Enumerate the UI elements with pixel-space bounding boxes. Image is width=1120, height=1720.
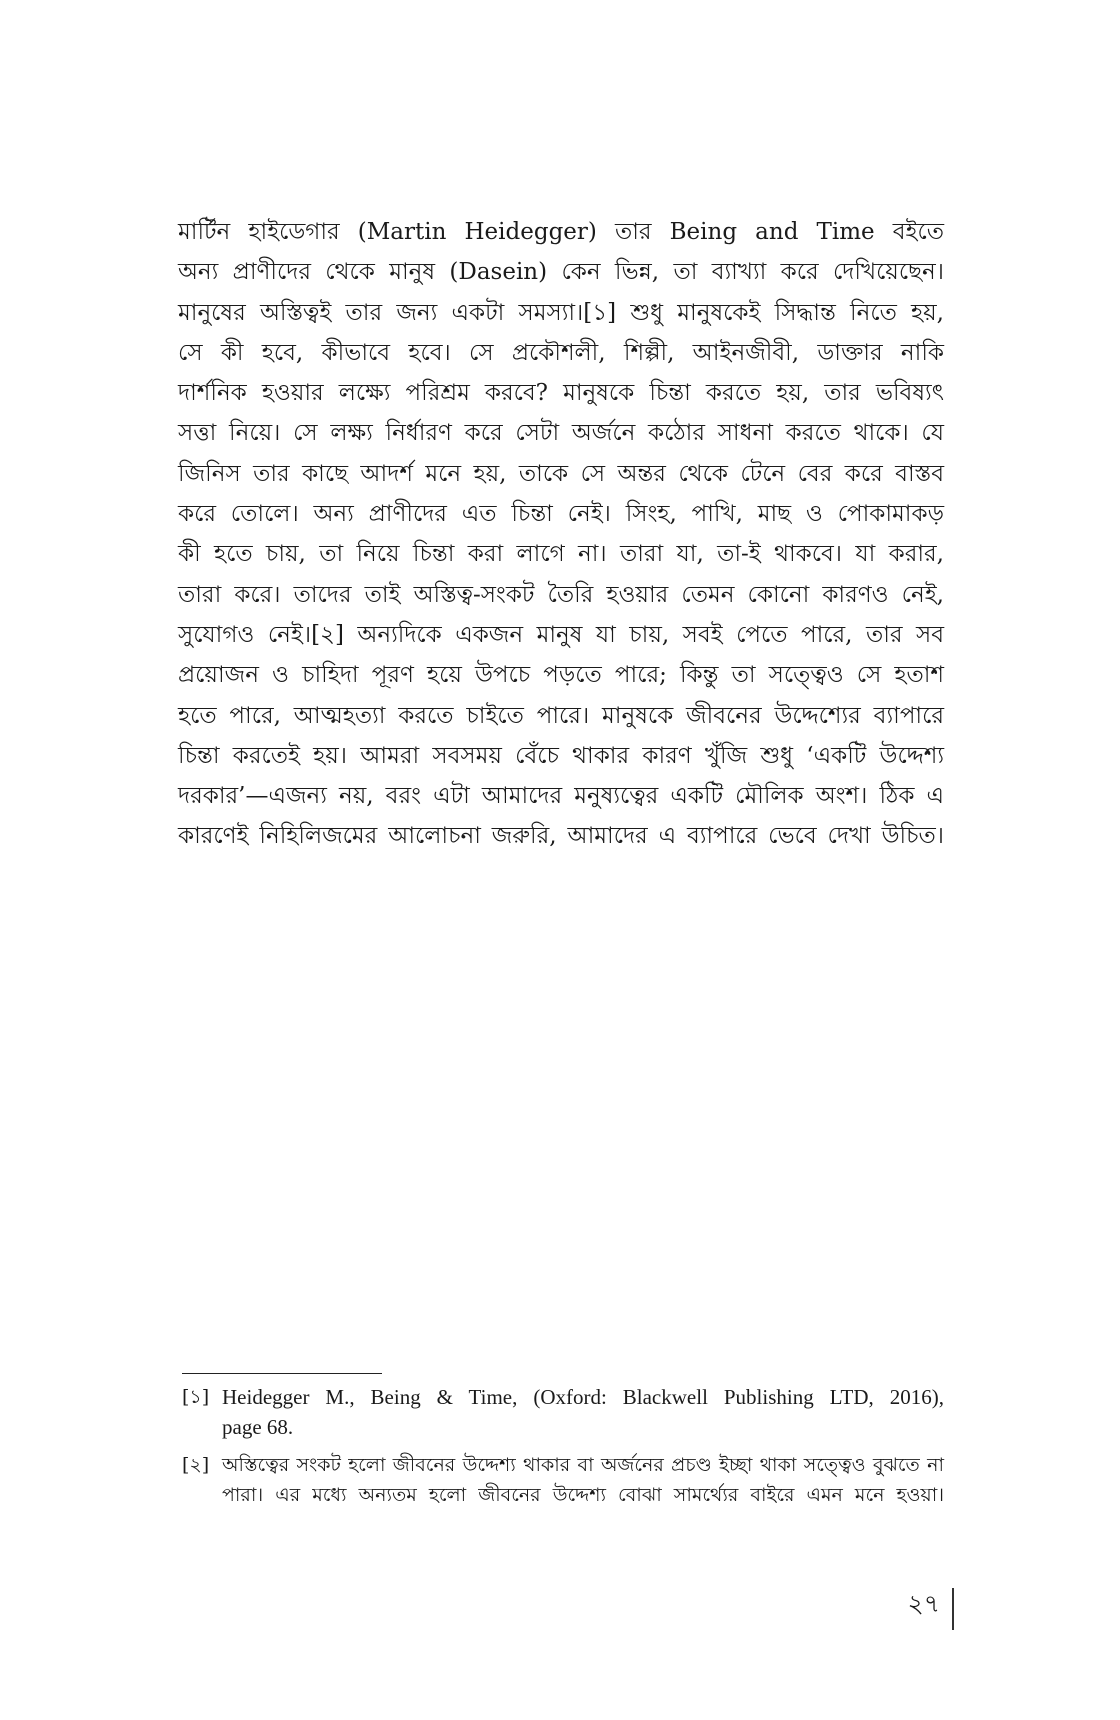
footnote-divider xyxy=(182,1373,382,1374)
paragraph-line: দরকার’—এজন্য নয়, বরং এটা আমাদের মনুষ্যত্বের একটি মৌলিক অংশ। ঠিক এ xyxy=(178,783,944,810)
paragraph-line: সে কী হবে, কীভাবে হবে। সে প্রকৌশলী, শিল্পী, আইনজীবী, ডাক্তার নাকি xyxy=(178,339,944,366)
footnote-line: পারা। এর মধ্যে অন্যতম হলো জীবনের উদ্দেশ্য বোঝা সামর্থ্যের বাইরে এমন মনে হওয়া। xyxy=(222,1484,944,1506)
paragraph-line: কী হতে চায়, তা নিয়ে চিন্তা করা লাগে না। তারা যা, তা-ই থাকবে। যা করার, xyxy=(178,541,944,568)
paragraph-line: চিন্তা করতেই হয়। আমরা সবসময় বেঁচে থাকার কারণ খুঁজি শুধু ‘একটি উদ্দেশ্য xyxy=(178,742,944,769)
main-paragraph xyxy=(178,212,944,857)
footnote-1 xyxy=(182,1382,944,1442)
paragraph-line: সুযোগও নেই।[২] অন্যদিকে একজন মানুষ যা চায়, সবই পেতে পারে, তার সব xyxy=(178,621,944,648)
footnotes xyxy=(182,1382,944,1518)
paragraph-line: দার্শনিক হওয়ার লক্ষ্যে পরিশ্রম করবে? মানুষকে চিন্তা করতে হয়, তার ভবিষ্যৎ xyxy=(178,380,944,407)
paragraph-line: কারণেই নিহিলিজমের আলোচনা জরুরি, আমাদের এ ব্যাপারে ভেবে দেখা উচিত। xyxy=(178,823,944,850)
paragraph-line: তারা করে। তাদের তাই অস্তিত্ব-সংকট তৈরি হওয়ার তেমন কোনো কারণও নেই, xyxy=(178,581,944,608)
footnote-line: অস্তিত্বের সংকট হলো জীবনের উদ্দেশ্য থাকার বা অর্জনের প্রচণ্ড ইচ্ছা থাকা সত্ত্বেও বুঝতে না xyxy=(222,1454,944,1476)
footnote-line: Heidegger M., Being & Time, (Oxford: Blackwell Publishing LTD, 2016), xyxy=(222,1385,944,1409)
paragraph-line: অন্য প্রাণীদের থেকে মানুষ (Dasein) কেন ভিন্ন, তা ব্যাখ্যা করে দেখিয়েছেন। xyxy=(178,259,944,286)
paragraph-line: মানুষের অস্তিত্বই তার জন্য একটা সমস্যা।[১] শুধু মানুষকেই সিদ্ধান্ত নিতে হয়, xyxy=(178,299,944,326)
paragraph-line: প্রয়োজন ও চাহিদা পূরণ হয়ে উপচে পড়তে পারে; কিন্তু তা সত্ত্বেও সে হতাশ xyxy=(178,662,944,689)
page-number: ২৭ xyxy=(907,1589,940,1618)
paragraph-line: জিনিস তার কাছে আদর্শ মনে হয়, তাকে সে অন্তর থেকে টেনে বের করে বাস্তব xyxy=(178,460,944,487)
page-number-divider xyxy=(952,1588,954,1630)
paragraph-line: সত্তা নিয়ে। সে লক্ষ্য নির্ধারণ করে সেটা অর্জনে কঠোর সাধনা করতে থাকে। যে xyxy=(178,420,944,447)
paragraph-line: মার্টিন হাইডেগার (Martin Heidegger) তার Being and Time বইতে xyxy=(178,219,944,245)
footnote-line: page 68. xyxy=(222,1415,294,1439)
footnote-marker: [১] xyxy=(182,1386,210,1408)
paragraph-line: হতে পারে, আত্মহত্যা করতে চাইতে পারে। মানুষকে জীবনের উদ্দেশ্যের ব্যাপারে xyxy=(178,702,944,729)
footnote-2 xyxy=(182,1450,944,1510)
paragraph-line: করে তোলে। অন্য প্রাণীদের এত চিন্তা নেই। সিংহ, পাখি, মাছ ও পোকামাকড় xyxy=(178,501,944,528)
footnote-marker: [২] xyxy=(182,1454,210,1476)
